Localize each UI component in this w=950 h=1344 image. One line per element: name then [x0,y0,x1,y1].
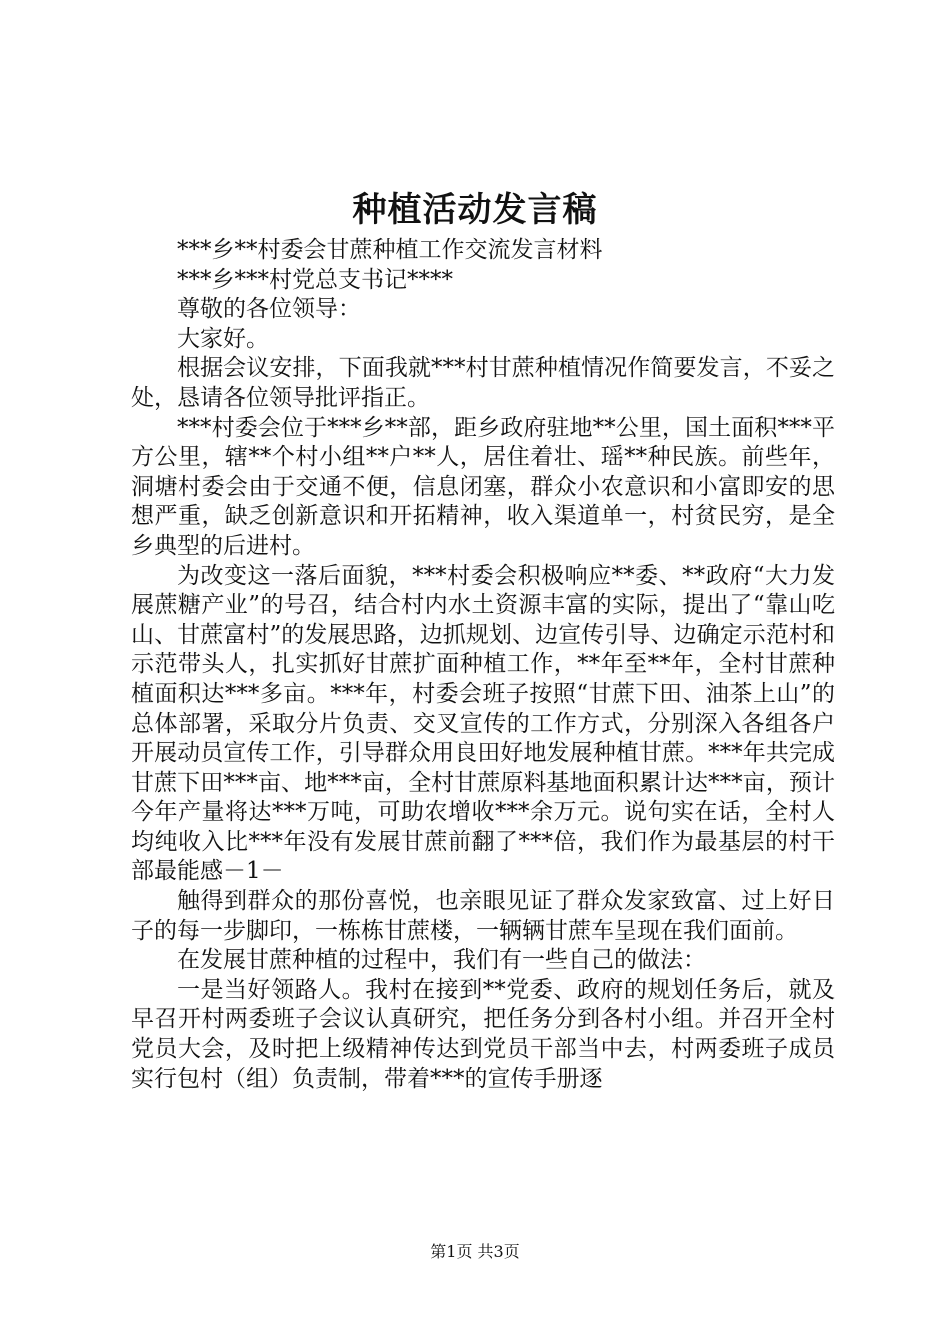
paragraph-practice-one: 一是当好领路人。我村在接到**党委、政府的规划任务后，就及早召开村两委班子会议认真研究，把任务分到各村小组。并召开全村党员大会，及时把上级精神传达到党员干部当中去，村两委班子成员实行包村（组）负责制，带着***的宣传手册逐 [131,976,835,1092]
paragraph-practices-intro: 在发展甘蔗种植的过程中，我们有一些自己的做法： [177,947,706,974]
paragraph-salutation: 尊敬的各位领导： [177,296,361,323]
paragraph-author: ***乡***村党总支书记**** [177,266,453,293]
paragraph-intro: 根据会议安排，下面我就***村甘蔗种植情况作简要发言，不妥之处，恳请各位领导批评指正。 [131,355,835,411]
paragraph-greeting: 大家好。 [177,325,269,352]
paragraph-village-background: ***村委会位于***乡**部，距乡政府驻地**公里，国土面积***平方公里，辖**个村小组**户**人，居住着壮、瑶**种民族。前些年，洞塘村委会由于交通不便，信息闭塞，群众小农意识和小富即安的思想严重，缺乏创新意识和开拓精神，收入渠道单一，村贫民穷，是全乡典型的后进村。 [131,414,835,559]
document-body [131,236,835,1094]
paragraph-subtitle: ***乡**村委会甘蔗种植工作交流发言材料 [177,237,603,263]
document-title: 种植活动发言稿 [352,190,598,230]
paragraph-continuation: 触得到群众的那份喜悦，也亲眼见证了群众发家致富、过上好日子的每一步脚印，一栋栋甘蔗楼，一辆辆甘蔗车呈现在我们面前。 [131,888,835,944]
paragraph-development: 为改变这一落后面貌，***村委会积极响应**委、**政府“大力发展蔗糖产业”的号召，结合村内水土资源丰富的实际，提出了“靠山吃山、甘蔗富村”的发展思路，边抓规划、边宣传引导、边确定示范村和示范带头人，扎实抓好甘蔗扩面种植工作，**年至**年，全村甘蔗种植面积达***多亩。***年，村委会班子按照“甘蔗下田、油茶上山”的总体部署，采取分片负责、交叉宣传的工作方式，分别深入各组各户开展动员宣传工作，引导群众用良田好地发展种植甘蔗。***年共完成甘蔗下田***亩、地***亩，全村甘蔗原料基地面积累计达***亩，预计今年产量将达***万吨，可助农增收***余万元。说句实在话，全村人均纯收入比***年没有发展甘蔗前翻了***倍，我们作为最基层的村干部最能感－1－ [131,562,835,885]
page-footer: 第1页 共3页 [430,1242,520,1261]
